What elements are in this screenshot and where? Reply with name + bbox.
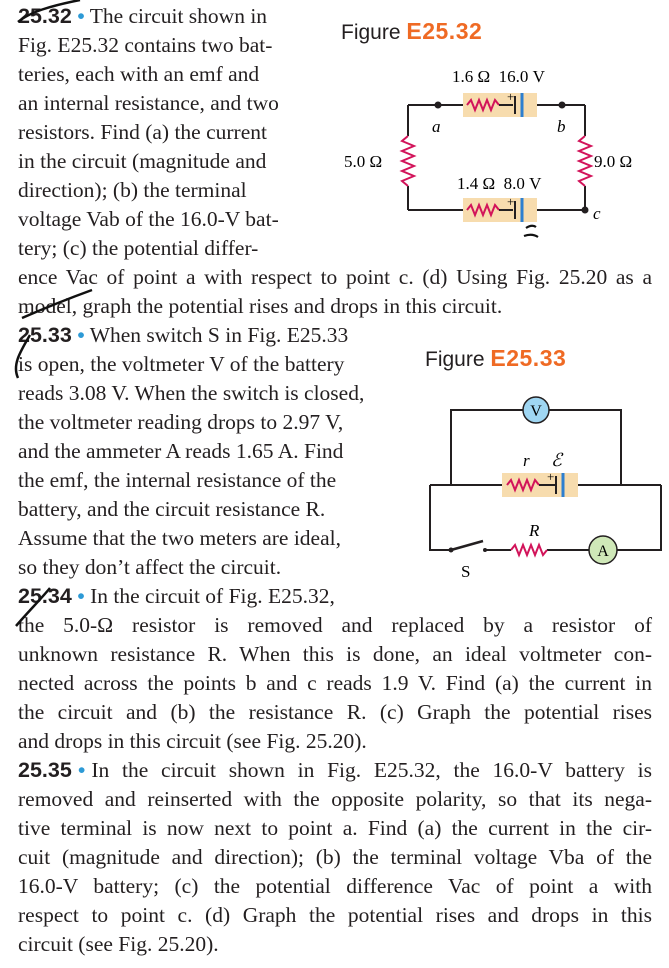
text-line: When switch S in Fig. E25.33	[89, 323, 349, 347]
node-c	[582, 207, 589, 214]
text-line: In the circuit of Fig. E25.32,	[90, 584, 335, 608]
text-line: the voltmeter reading drops to 2.97 V,	[18, 410, 344, 434]
resistor-label: R	[529, 521, 540, 540]
ammeter-label: A	[597, 543, 609, 560]
node-b	[559, 102, 566, 109]
text-line: voltage Vab of the 16.0-V bat-	[18, 207, 279, 231]
problem-number: 25.32	[18, 4, 72, 28]
text-line: unknown resistance R. When this is done, an ideal voltmeter con-	[18, 642, 652, 666]
handwritten-mark	[524, 226, 538, 237]
right-resistor-label: 9.0 Ω	[594, 152, 633, 171]
figure-e25-33-circuit	[425, 390, 669, 585]
text-line: tive terminal is now next to point a. Find (a) the current in the cir-	[18, 816, 652, 840]
text-line: the emf, the internal resistance of the	[18, 468, 337, 492]
text-line: teries, each with an emf and	[18, 62, 260, 86]
text-line: circuit (see Fig. 25.20).	[18, 932, 219, 956]
bullet-icon: •	[77, 4, 85, 28]
internal-resistance-label: r	[523, 451, 530, 470]
problem-25-34-line-1	[18, 582, 335, 611]
top-battery-label: 1.6 Ω 16.0 V	[452, 67, 545, 86]
text-line: is open, the voltmeter V of the battery	[18, 352, 345, 376]
text-line: nected across the points b and c reads 1.9 V. Find (a) the current in	[18, 671, 652, 695]
point-c-label: c	[593, 204, 601, 223]
emf-label: ℰ	[551, 450, 562, 470]
text-line: In the circuit shown in Fig. E25.32, the 16.0-V battery is	[91, 758, 652, 782]
point-b-label: b	[557, 117, 566, 136]
node-a	[435, 102, 442, 109]
caption-id: E25.32	[406, 18, 483, 44]
text-line: The circuit shown in	[89, 4, 268, 28]
text-line: an internal resistance, and two	[18, 91, 279, 115]
switch-contact	[483, 548, 487, 552]
problem-number: 25.35	[18, 758, 72, 782]
figure-e25-32-caption	[341, 18, 482, 45]
text-line: Assume that the two meters are ideal,	[18, 526, 341, 550]
figure-e25-33-caption	[425, 345, 566, 372]
text-line: respect to point c. (d) Graph the potential rises and drops in this	[18, 903, 652, 927]
bottom-battery-label: 1.4 Ω 8.0 V	[457, 174, 542, 193]
switch-icon	[451, 541, 483, 550]
text-line: and the ammeter A reads 1.65 A. Find	[18, 439, 344, 463]
switch-label: S	[461, 562, 471, 581]
top-battery	[463, 89, 537, 117]
text-line: model, graph the potential rises and drops in this circuit.	[18, 294, 503, 318]
text-line: resistors. Find (a) the current	[18, 120, 267, 144]
bottom-battery	[463, 194, 537, 222]
left-resistor-icon	[402, 136, 414, 186]
text-line: in the circuit (magnitude and	[18, 149, 267, 173]
text-line: reads 3.08 V. When the switch is closed,	[18, 381, 365, 405]
point-a-label: a	[432, 117, 441, 136]
bullet-icon: •	[77, 584, 85, 608]
text-line: tery; (c) the potential differ-	[18, 236, 259, 260]
caption-prefix: Figure	[425, 348, 485, 371]
text-line: ence Vac of point a with respect to point c. (d) Using Fig. 25.20 as a	[18, 265, 652, 289]
problem-25-32-line-1	[18, 2, 267, 31]
problem-number: 25.34	[18, 584, 72, 608]
text-line: the 5.0-Ω resistor is removed and replaced by a resistor of	[18, 613, 652, 637]
text-line: direction); (b) the terminal	[18, 178, 247, 202]
text-line: 16.0-V battery; (c) the potential difference Vac of point a with	[18, 874, 652, 898]
voltmeter-label: V	[530, 403, 542, 420]
problem-25-35-line-1	[18, 756, 652, 785]
figure-e25-32-circuit	[330, 60, 669, 250]
resistor-icon	[511, 545, 547, 555]
left-resistor-label: 5.0 Ω	[344, 152, 383, 171]
plus-sign: +	[507, 89, 515, 104]
text-line: battery, and the circuit resistance R.	[18, 497, 326, 521]
text-line: the circuit and (b) the resistance R. (c) Graph the potential rises	[18, 700, 652, 724]
plus-sign: +	[547, 469, 555, 484]
caption-id: E25.33	[490, 345, 567, 371]
problem-number: 25.33	[18, 323, 72, 347]
text-line: and drops in this circuit (see Fig. 25.20).	[18, 729, 367, 753]
bullet-icon: •	[77, 758, 86, 782]
bullet-icon: •	[77, 323, 85, 347]
caption-prefix: Figure	[341, 21, 401, 44]
plus-sign: +	[507, 194, 515, 209]
text-line: cuit (magnitude and direction); (b) the terminal voltage Vba of the	[18, 845, 652, 869]
problem-25-33-line-1	[18, 321, 348, 350]
battery	[502, 469, 578, 497]
right-resistor-icon	[579, 136, 591, 186]
text-line: so they don’t affect the circuit.	[18, 555, 282, 579]
text-line: removed and reinserted with the opposite polarity, so that its nega-	[18, 787, 652, 811]
text-line: Fig. E25.32 contains two bat-	[18, 33, 273, 57]
